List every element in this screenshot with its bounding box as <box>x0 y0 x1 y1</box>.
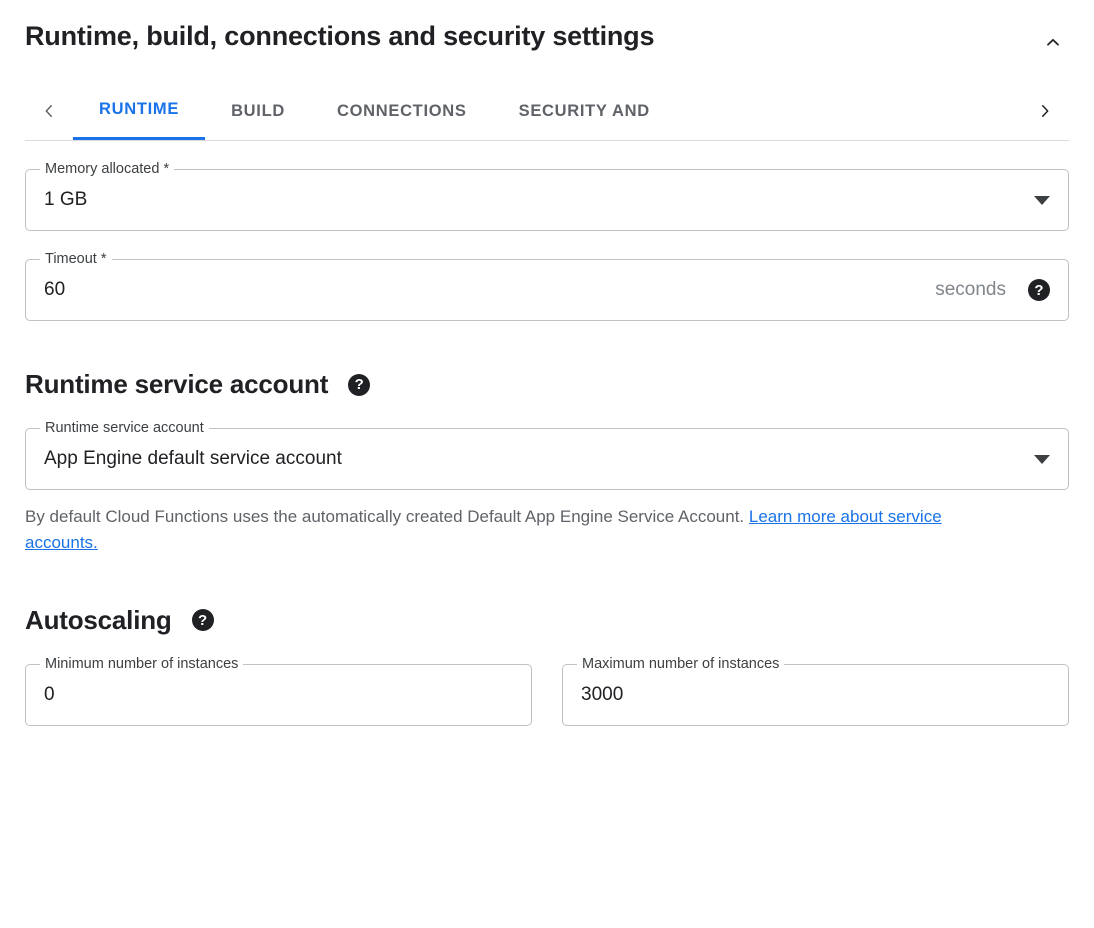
tab-runtime[interactable]: RUNTIME <box>73 82 205 140</box>
chevron-up-icon <box>1043 32 1063 52</box>
panel-header <box>25 0 1069 62</box>
tab-build[interactable]: BUILD <box>231 101 285 120</box>
runtime-service-account-label: Runtime service account <box>40 420 209 436</box>
memory-allocated-select[interactable] <box>25 161 1069 231</box>
runtime-service-account-value: App Engine default service account <box>44 448 342 469</box>
min-instances-input[interactable]: 0 <box>44 683 55 705</box>
tab-security-and[interactable]: SECURITY AND <box>518 101 650 120</box>
max-instances-label: Maximum number of instances <box>577 656 784 672</box>
min-instances-field[interactable] <box>25 655 532 726</box>
help-icon[interactable]: ? <box>1028 279 1050 301</box>
memory-allocated-value: 1 GB <box>44 189 88 210</box>
tabs-scroll-right-button[interactable] <box>1021 82 1069 140</box>
autoscaling-heading <box>25 605 1069 636</box>
help-icon[interactable]: ? <box>192 609 214 631</box>
chevron-right-icon <box>1036 102 1054 120</box>
memory-allocated-label: Memory allocated * <box>40 161 174 177</box>
timeout-unit: seconds <box>935 279 1006 300</box>
runtime-service-account-heading <box>25 369 1069 400</box>
tab-connections[interactable]: CONNECTIONS <box>336 101 467 120</box>
help-icon[interactable]: ? <box>348 374 370 396</box>
max-instances-field[interactable] <box>562 655 1069 726</box>
caret-down-icon <box>1034 196 1050 205</box>
section-title: Runtime service account <box>25 369 329 399</box>
collapse-panel-button[interactable] <box>1033 22 1073 62</box>
max-instances-input[interactable]: 3000 <box>581 683 624 705</box>
learn-more-service-accounts-link[interactable]: Learn more about service accounts. <box>25 507 942 553</box>
tabs-scroll-left-button[interactable] <box>25 82 73 140</box>
settings-tabs <box>25 82 1069 141</box>
page-title: Runtime, build, connections and security settings <box>25 21 655 51</box>
helper-text-body: By default Cloud Functions uses the automatically created Default App Engine Service Account. <box>25 507 749 526</box>
caret-down-icon <box>1034 455 1050 464</box>
chevron-left-icon <box>40 102 58 120</box>
tabs-viewport <box>73 82 1021 140</box>
timeout-field[interactable] <box>25 251 1069 321</box>
min-instances-label: Minimum number of instances <box>40 656 243 672</box>
timeout-input[interactable]: 60 <box>44 279 66 300</box>
service-account-helper-text <box>25 504 985 557</box>
runtime-service-account-select[interactable] <box>25 420 1069 490</box>
section-title: Autoscaling <box>25 604 172 635</box>
autoscaling-fields-row <box>25 655 1069 726</box>
timeout-label: Timeout * <box>40 251 112 267</box>
